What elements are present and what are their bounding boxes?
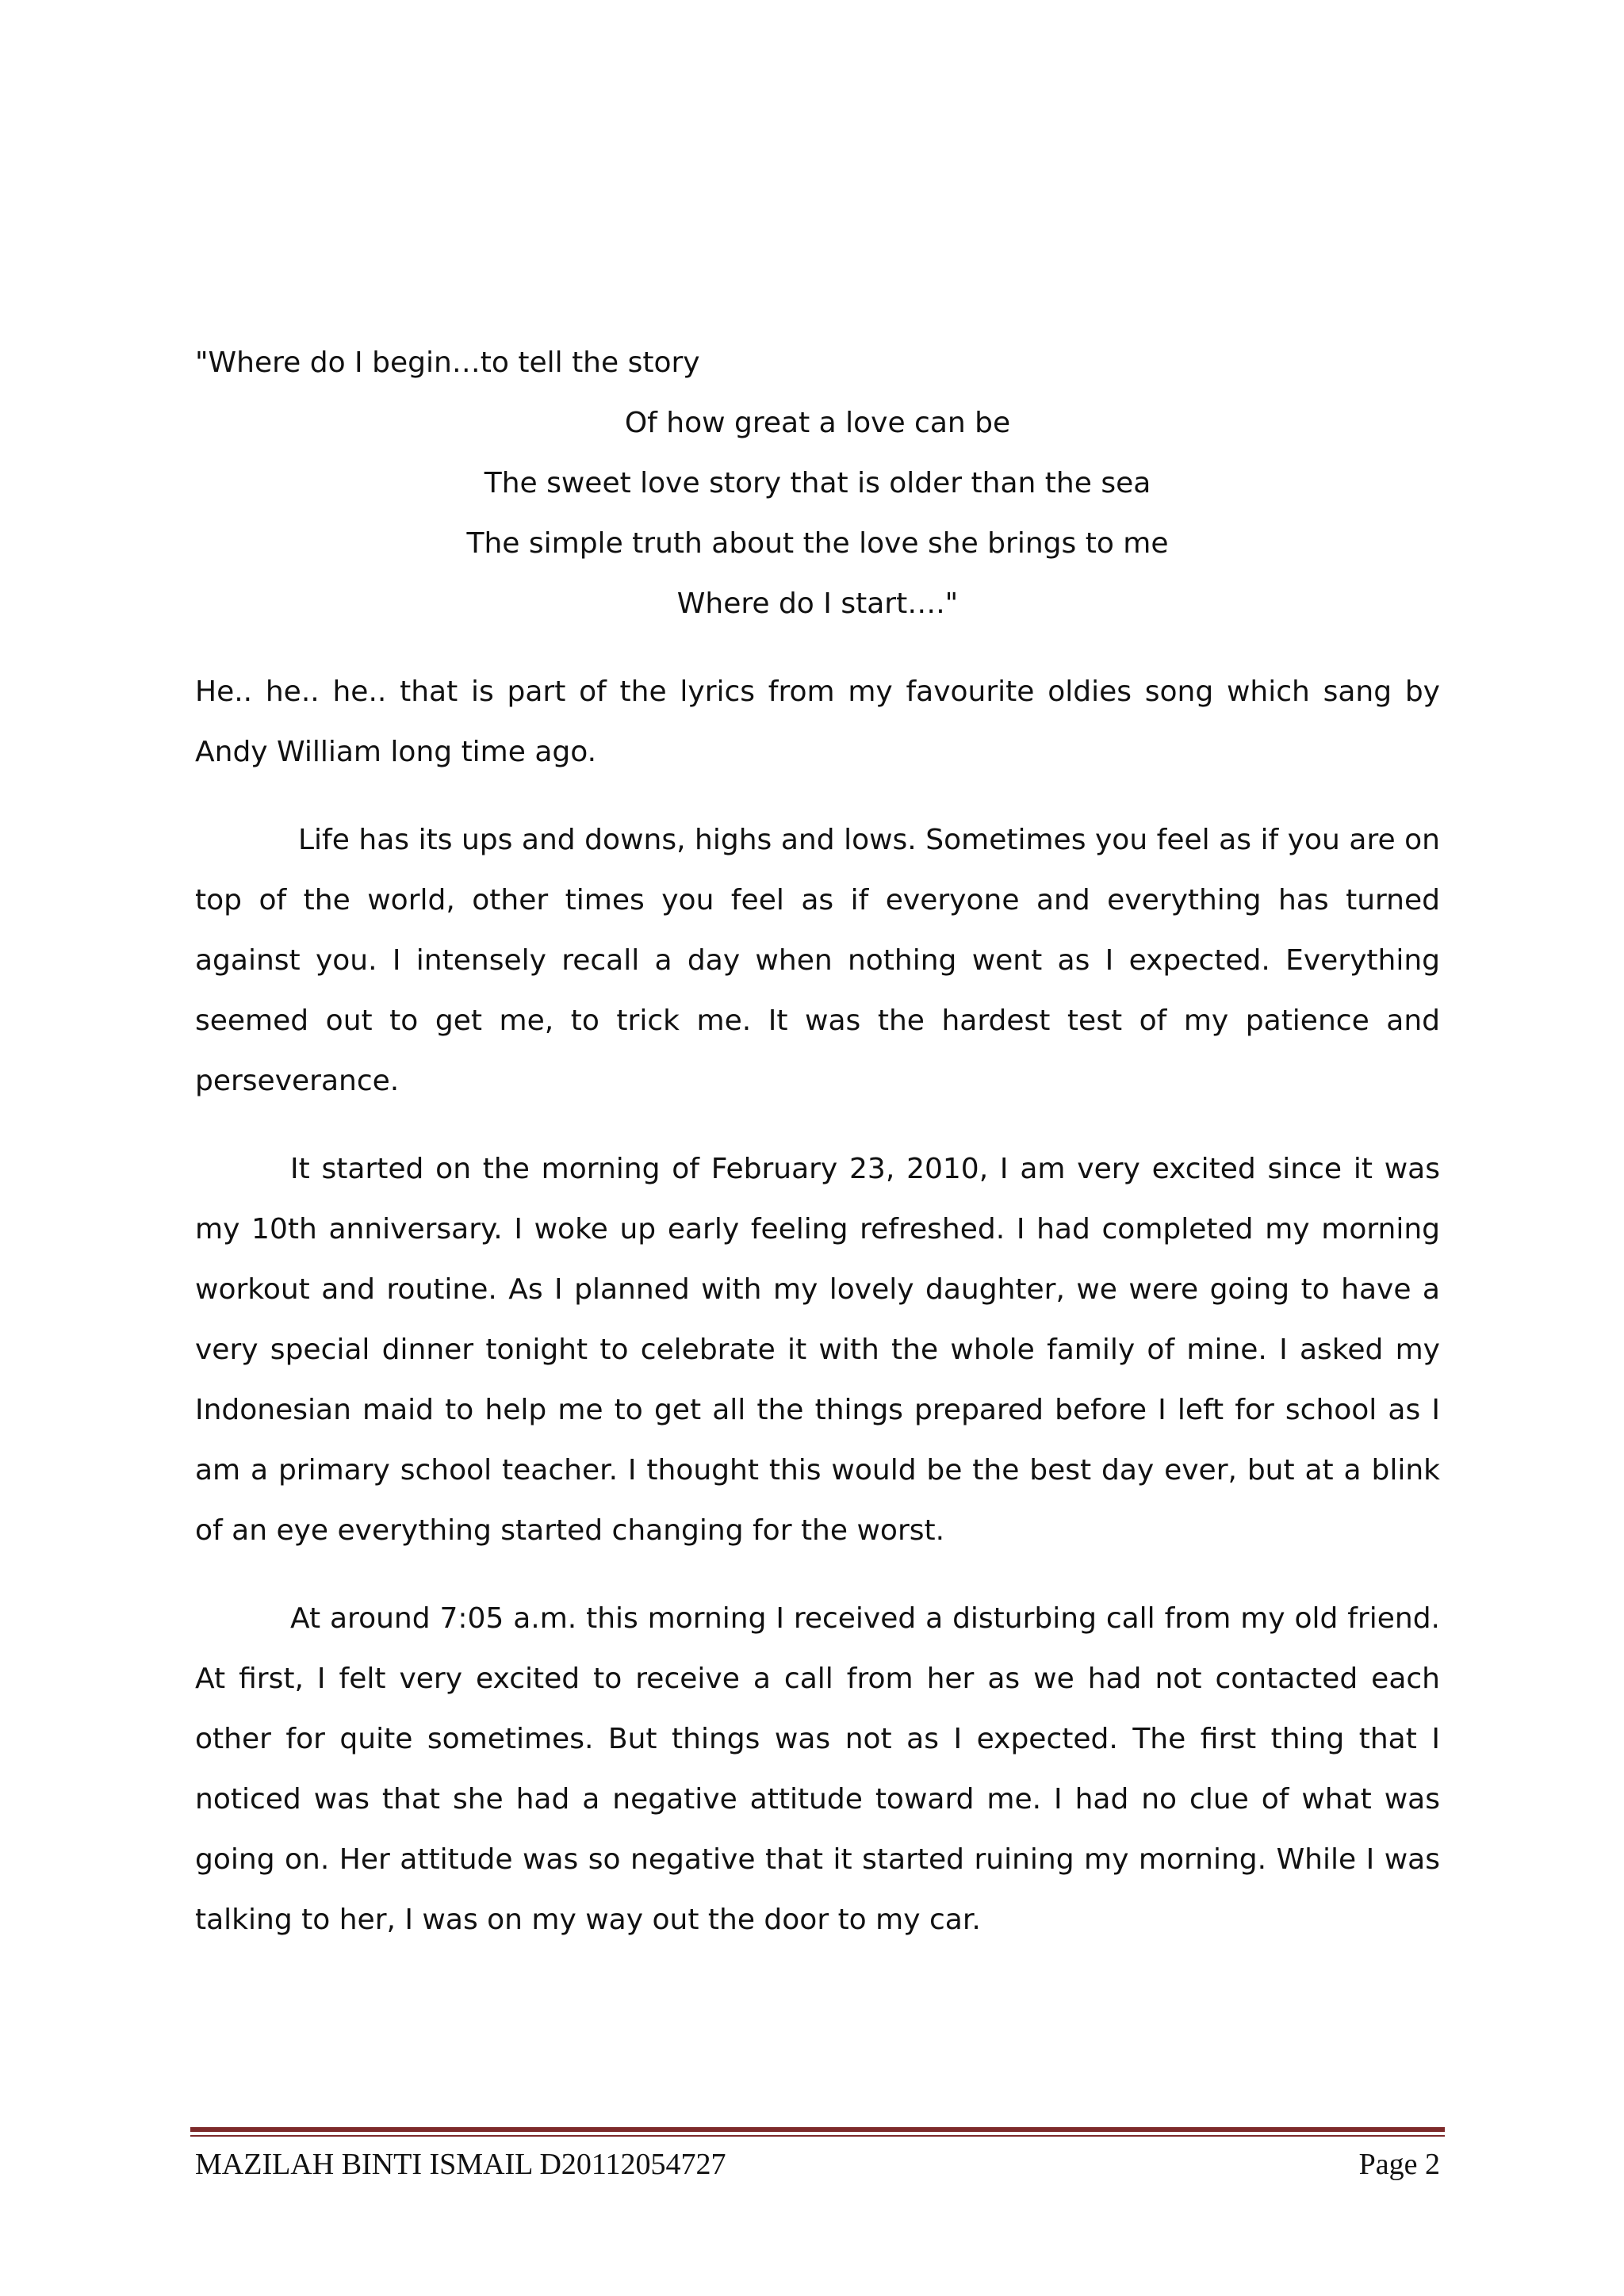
footer-author: MAZILAH BINTI ISMAIL D20112054727 [195,2148,726,2181]
lyric-line-2: Of how great a love can be [624,407,1011,439]
lyric-line-4: The simple truth about the love she brings to me [466,527,1169,560]
paragraph-intro: He.. he.. he.. that is part of the lyrics from my favourite oldies song which sang by Andy William long time ago. [195,675,1440,768]
footer-rule-thin [190,2135,1445,2137]
document-body [195,333,1440,1978]
paragraph-february: It started on the morning of February 23, 2010, I am very excited since it was my 10th anniversary. I woke up early feeling refreshed. I had completed my morning workout and routine. As I planned with my lovely daughter, we were going to have a very special dinner tonight to celebrate it with the whole family of mine. I asked my Indonesian maid to help me to get all the things prepared before I left for school as I am a primary school teacher. I thought this would be the best day ever, but at a blink of an eye everything started changing for the worst. [195,1153,1440,1547]
footer-page-number: Page 2 [1358,2148,1440,2181]
paragraph-phone-call: At around 7:05 a.m. this morning I received a disturbing call from my old friend. At first, I felt very excited to receive a call from her as we had not contacted each other for quite sometimes. But things was not as I expected. The first thing that I noticed was that she had a negative attitude toward me. I had no clue of what was going on. Her attitude was so negative that it started ruining my morning. While I was talking to her, I was on my way out the door to my car. [195,1602,1440,1936]
lyric-line-5: Where do I start…." [676,587,959,620]
page-footer [195,2142,1440,2187]
lyric-line-3: The sweet love story that is older than the sea [484,467,1151,499]
lyric-line-1: "Where do I begin…to tell the story [195,346,700,379]
paragraph-life: Life has its ups and downs, highs and lows. Sometimes you feel as if you are on top of the world, other times you feel as if everyone and everything has turned against you. I intensely recall a day when nothing went as I expected. Everything seemed out to get me, to trick me. It was the hardest test of my patience and perseverance. [195,824,1440,1097]
footer-rule [190,2127,1445,2132]
